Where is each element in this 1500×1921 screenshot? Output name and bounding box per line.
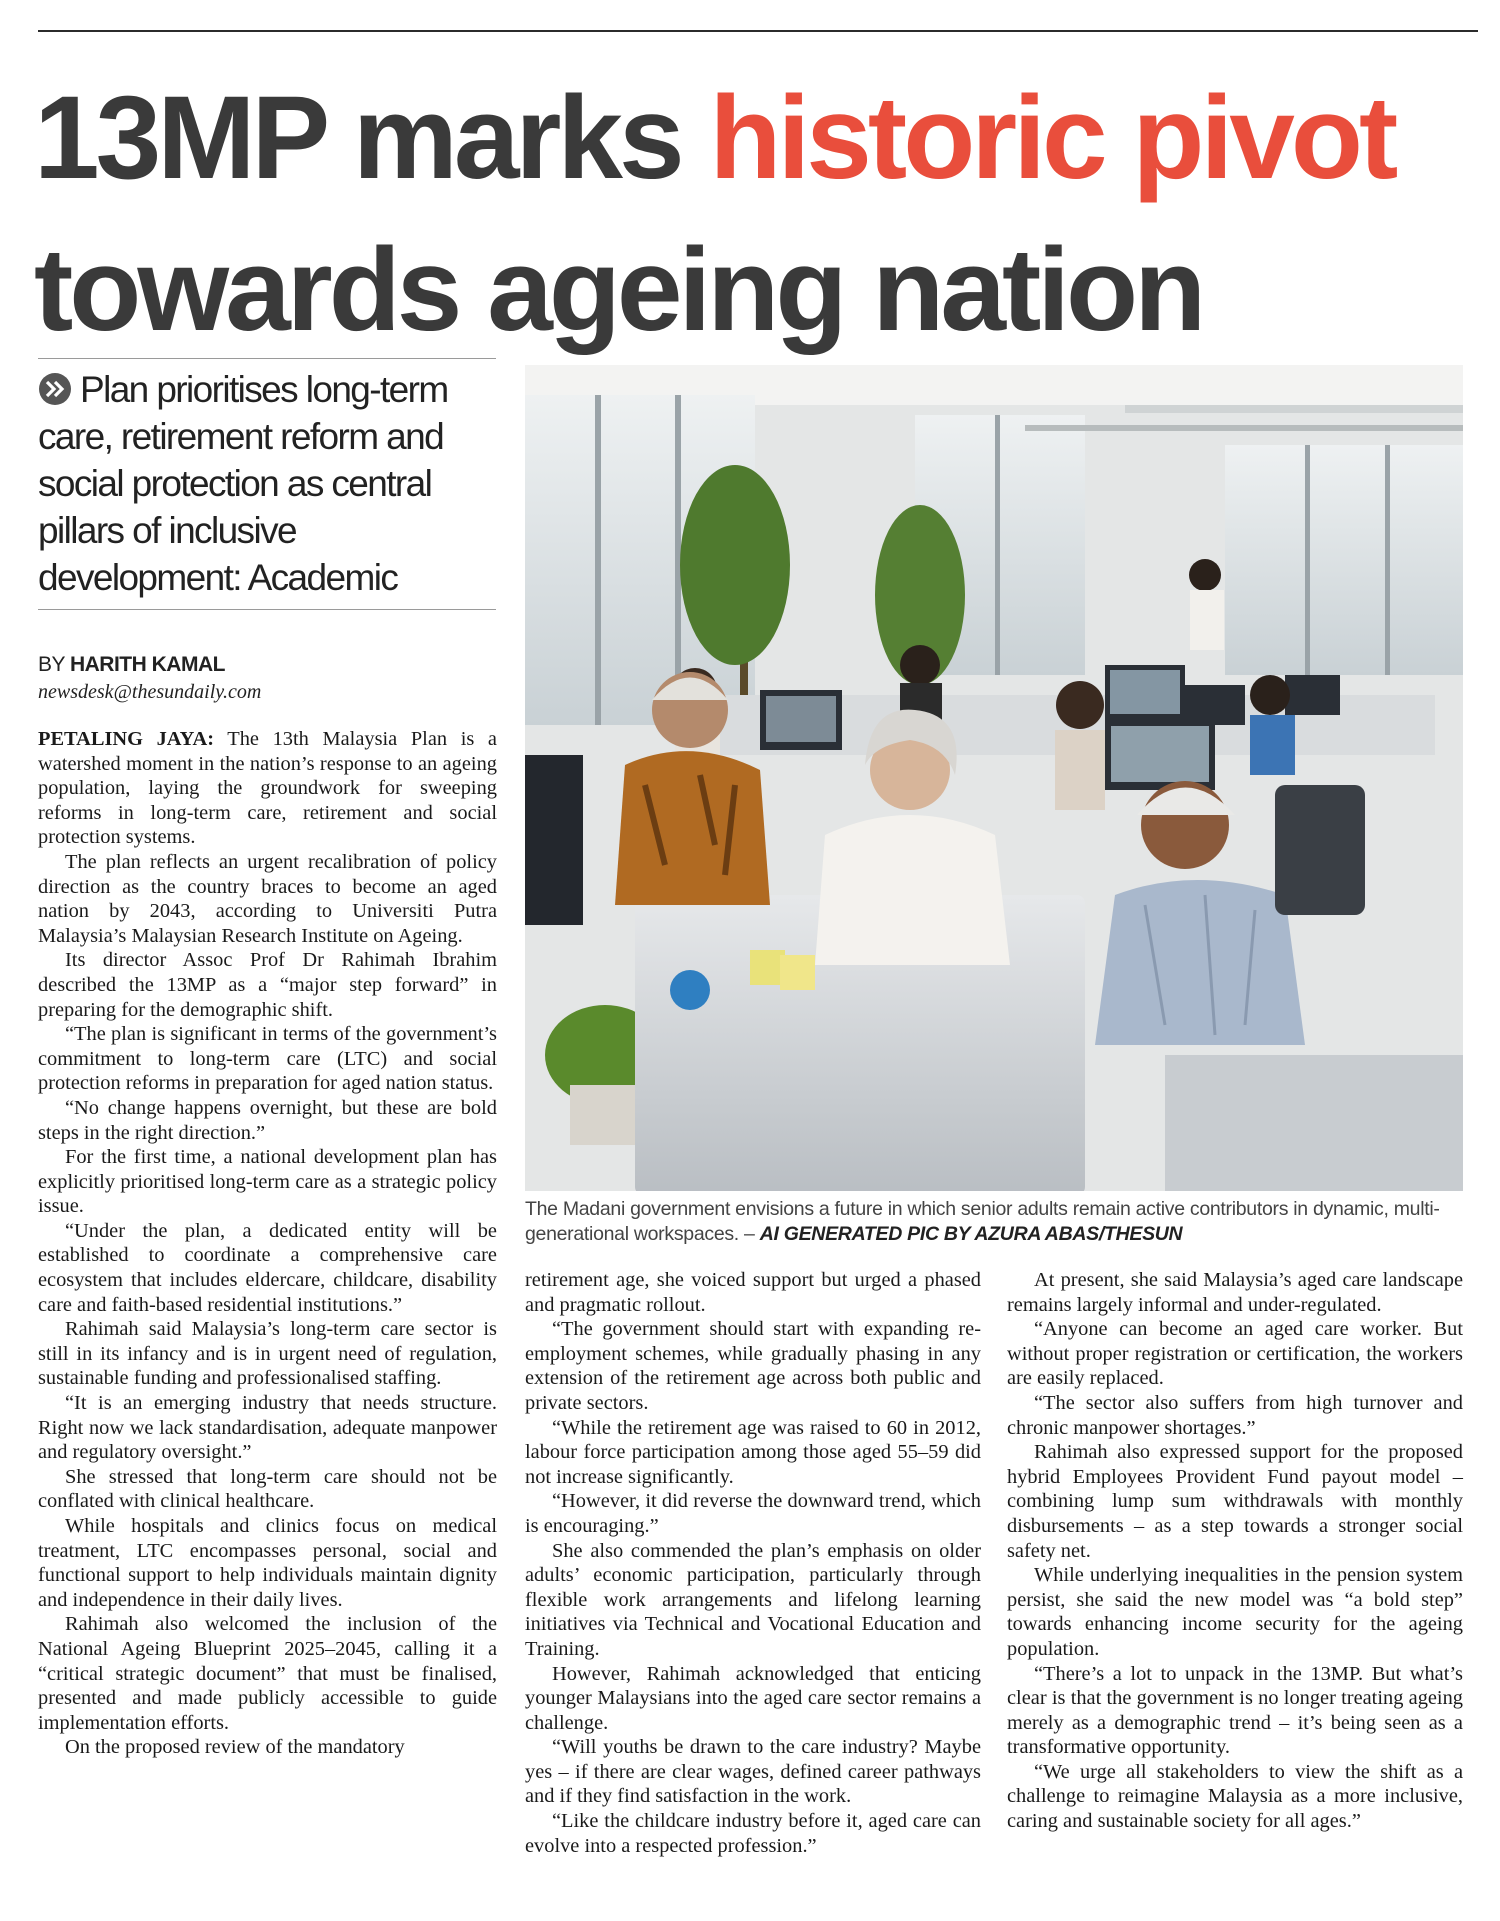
deck [38,366,498,601]
paragraph: While hospitals and clinics focus on medical treatment, LTC encompasses personal, social and functional support to help individuals maintain dignity and independence in their daily lives. [38,1515,497,1611]
paragraph: “We urge all stakeholders to view the shift as a challenge to reimagine Malaysia as a more inclusive, caring and sustainable society for all ages.” [1007,1760,1463,1833]
office-scene-illustration [525,365,1463,1191]
paragraph: “Like the childcare industry before it, aged care can evolve into a respected profession.” [525,1810,981,1857]
top-rule [38,30,1478,32]
paragraph: “Under the plan, a dedicated entity will be established to coordinate a comprehensive care ecosystem that includes eldercare, childcare, disability care and faith-based residential institutions.” [38,1219,497,1316]
deck-top-rule [38,358,496,359]
paragraph: “No change happens overnight, but these are bold steps in the right direction.” [38,1096,497,1144]
headline-part1: 13MP marks [34,72,710,204]
photo-caption [525,1197,1465,1247]
paragraph: retirement age, she voiced support but urged a phased and pragmatic rollout. [525,1269,981,1316]
paragraph: At present, she said Malaysia’s aged care landscape remains largely informal and under-regulated. [1007,1269,1463,1316]
paragraph: She also commended the plan’s emphasis on older adults’ economic participation, particularly through flexible work arrangements and lifelong learning initiatives via Technical and Vocational Education and Training. [525,1539,981,1660]
paragraph: “The plan is significant in terms of the government’s commitment to long-term care (LTC) and social protection reforms in preparation for aged nation status. [38,1023,497,1095]
deck-text: Plan prioritises long-term care, retirement reform and social protection as central pillars of inclusive development: Academic [38,369,448,598]
photo-credit: AI GENERATED PIC BY AZURA ABAS/THESUN [759,1223,1183,1245]
paragraph: The plan reflects an urgent recalibration of policy direction as the country braces to become an aged nation by 2043, according to Universiti Putra Malaysia’s Malaysian Research Institute on Ageing. [38,850,497,947]
paragraph: PETALING JAYA: The 13th Malaysia Plan is a watershed moment in the nation’s response to an ageing population, laying the groundwork for sweeping reforms in long-term care, retirement and social protection systems. [38,728,497,849]
paragraph: “It is an emerging industry that needs structure. Right now we lack standardisation, adequate manpower and regulatory oversight.” [38,1392,497,1464]
paragraph: She stressed that long-term care should not be conflated with clinical healthcare. [38,1465,497,1513]
paragraph: Rahimah said Malaysia’s long-term care sector is still in its infancy and is in urgent need of regulation, sustainable funding and professionalised staffing. [38,1318,497,1390]
headline-part2: towards ageing nation [34,224,1203,356]
deck-bottom-rule [38,609,496,610]
article-column-1 [38,727,497,1760]
byline [38,653,225,677]
article-column-2 [525,1268,981,1858]
paragraph: While underlying inequalities in the pension system persist, she said the new model was “a bold step” towards enhancing income security for the ageing population. [1007,1564,1463,1660]
double-chevron-icon [38,372,72,406]
article-column-3 [1007,1268,1463,1834]
paragraph: For the first time, a national development plan has explicitly prioritised long-term care as a strategic policy issue. [38,1146,497,1218]
paragraph: Its director Assoc Prof Dr Rahimah Ibrahim described the 13MP as a “major step forward” in preparing for the demographic shift. [38,949,497,1021]
paragraph: Rahimah also expressed support for the proposed hybrid Employees Provident Fund payout model – combining lump sum withdrawals with monthly disbursements – as a step towards a stronger social safety net. [1007,1441,1463,1562]
paragraph: However, Rahimah acknowledged that enticing younger Malaysians into the aged care sector remains a challenge. [525,1662,981,1734]
paragraph: “Will youths be drawn to the care industry? Maybe yes – if there are clear wages, defined career pathways and if they find satisfaction in the work. [525,1736,981,1808]
headline-accent: historic pivot [709,72,1395,204]
paragraph: Rahimah also welcomed the inclusion of the National Ageing Blueprint 2025–2045, calling it a “critical strategic document” that must be finalised, presented and made publicly accessible to guide implementation efforts. [38,1613,497,1734]
paragraph: “There’s a lot to unpack in the 13MP. But what’s clear is that the government is no longer treating ageing merely as a demographic trend – it’s being seen as a transformative opportunity. [1007,1662,1463,1759]
article-photo [525,365,1463,1191]
byline-email: newsdesk@thesundaily.com [38,681,262,703]
paragraph: “Anyone can become an aged care worker. But without proper registration or certification, the workers are easily replaced. [1007,1318,1463,1390]
byline-author: HARITH KAMAL [69,653,225,676]
headline [34,62,1474,366]
paragraph: “The sector also suffers from high turnover and chronic manpower shortages.” [1007,1391,1463,1439]
byline-prefix: BY [38,653,70,676]
paragraph: On the proposed review of the mandatory [65,1736,405,1759]
paragraph: “However, it did reverse the downward trend, which is encouraging.” [525,1490,981,1537]
dateline: PETALING JAYA: [38,728,215,750]
paragraph: “The government should start with expanding re-employment schemes, while gradually phasing in any extension of the retirement age across both public and private sectors. [525,1318,981,1414]
caption-text: The Madani government envisions a future in which senior adults remain active contributors in dynamic, multi-generational workspaces. – [525,1198,1440,1245]
paragraph: “While the retirement age was raised to 60 in 2012, labour force participation among those aged 55–59 did not increase significantly. [525,1416,981,1488]
